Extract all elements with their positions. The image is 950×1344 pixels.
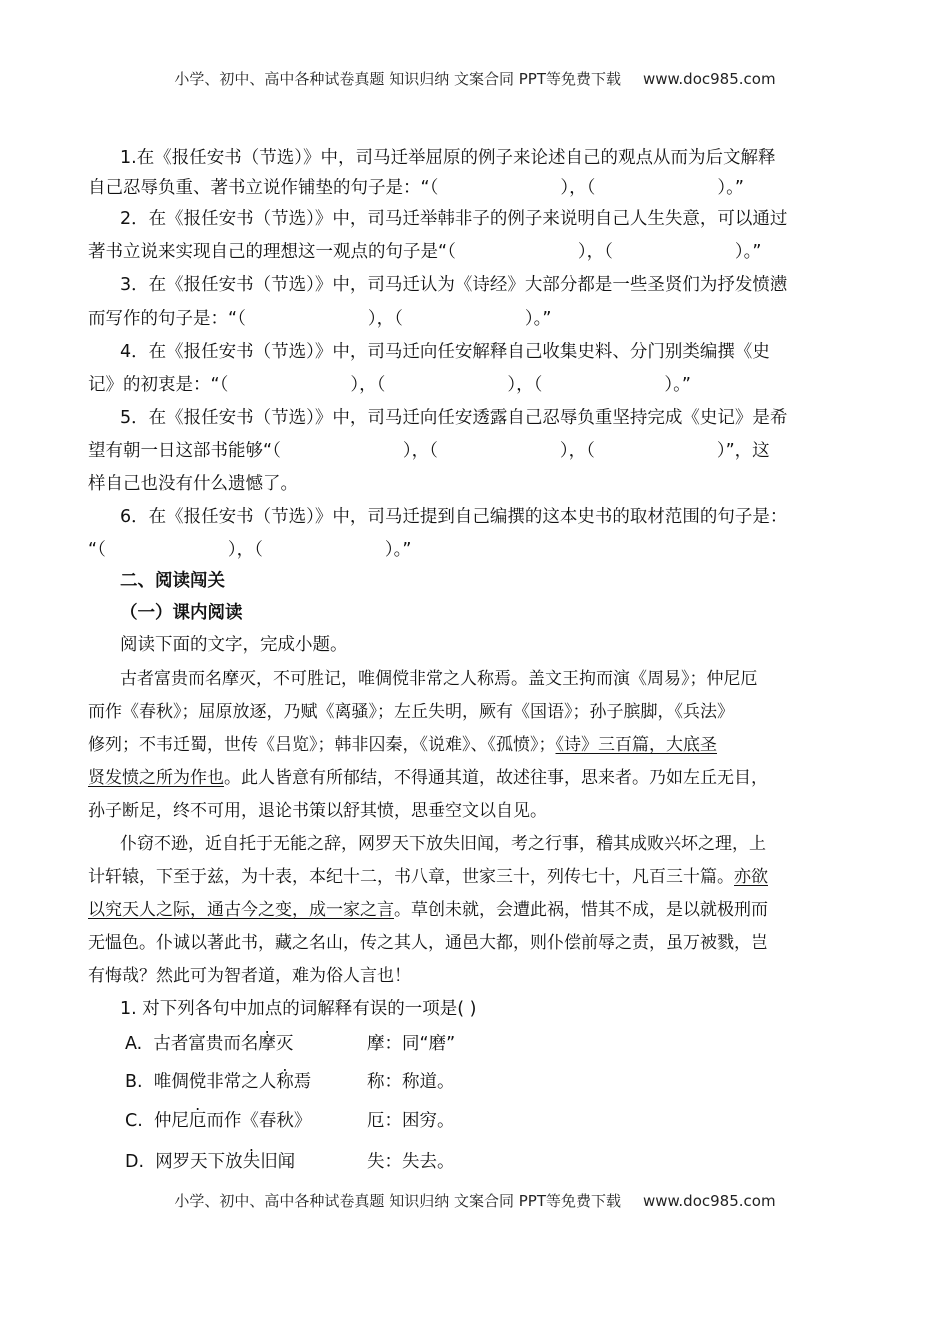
question-1-stem: 1. 对下列各句中加点的词解释有误的一项是( ) [120, 999, 477, 1019]
dotted-char: 摩 [258, 1034, 276, 1054]
q3-line1: 3．在《报任安书（节选）》中，司马迁认为《诗经》大部分都是一些圣贤们为抒发愤懑 [120, 275, 788, 295]
passage-p2-line1: 仆窃不逊，近自托于无能之辞，网罗天下放失旧闻，考之行事，稽其成败兴坏之理，上 [120, 834, 766, 854]
q4-line1: 4．在《报任安书（节选）》中，司马迁向任安解释自己收集史料、分门别类编撰《史 [120, 342, 770, 362]
option-d: D. 网罗天下放失旧闻 [125, 1147, 295, 1177]
passage-p1-line2: 而作《春秋》；屈原放逐，乃赋《离骚》；左丘失明，厥有《国语》；孙子膑脚，《兵法》 [88, 702, 734, 722]
page-footer [0, 1190, 950, 1211]
dotted-char: 失 [242, 1152, 261, 1172]
option-b-gloss: 称：称道。 [367, 1072, 455, 1092]
footer-text: 小学、初中、高中各种试卷真题 知识归纳 文案合同 PPT等免费下载 [174, 1192, 621, 1210]
q6-line2: “（ ），（ ）。” [88, 540, 412, 560]
q2-line1: 2．在《报任安书（节选）》中，司马迁举韩非子的例子来说明自己人生失意，可以通过 [120, 209, 788, 229]
underlined-sentence-1a: 《诗》三百篇，大底圣 [555, 735, 717, 755]
dotted-char: 厄 [188, 1111, 207, 1131]
q2-line2: 著书立说来实现自己的理想这一观点的句子是“（ ），（ ）。” [88, 242, 762, 262]
underlined-sentence-1b: 贤发愤之所为作也 [88, 768, 224, 788]
passage-p2-line5: 有悔哉？然此可为智者道，难为俗人言也！ [88, 966, 411, 986]
underlined-sentence-2a: 亦欲 [734, 867, 768, 887]
section-title: 二、阅读闯关 [120, 571, 225, 591]
page-header [0, 68, 950, 89]
passage-p1-line5: 孙子断足，终不可用，退论书策以舒其愤，思垂空文以自见。 [88, 801, 547, 821]
q4-line2: 记》的初衷是：“（ ），（ ），（ ）。” [88, 375, 691, 395]
q3-line2: 而写作的句子是：“（ ），（ ）。” [88, 309, 552, 329]
header-text: 小学、初中、高中各种试卷真题 知识归纳 文案合同 PPT等免费下载 [174, 70, 621, 88]
passage-p2-line4: 无愠色。仆诚以著此书，藏之名山，传之其人，通邑大都，则仆偿前辱之责，虽万被戮，岂 [88, 933, 768, 953]
q6-line1: 6．在《报任安书（节选）》中，司马迁提到自己编撰的这本史书的取材范围的句子是： [120, 507, 788, 527]
q1-line1: 1.在《报任安书（节选）》中，司马迁举屈原的例子来论述自己的观点从而为后文解释 [120, 148, 776, 168]
underlined-sentence-2b: 以究天人之际，通古今之变，成一家之言 [88, 900, 394, 920]
dotted-char: 称 [276, 1072, 294, 1092]
header-site: www.doc985.com [642, 70, 776, 88]
footer-site: www.doc985.com [642, 1192, 776, 1210]
section-subtitle: （一）课内阅读 [120, 603, 243, 623]
option-c: C. 仲尼厄而作《春秋》 [125, 1106, 311, 1136]
passage-p1-line1: 古者富贵而名摩灭，不可胜记，唯倜傥非常之人称焉。盖文王拘而演《周易》；仲尼厄 [120, 669, 758, 689]
passage-p1-line3: 修列；不韦迁蜀，世传《吕览》；韩非囚秦，《说难》、《孤愤》；《诗》三百篇，大底圣 [88, 735, 717, 755]
section-intro: 阅读下面的文字，完成小题。 [120, 635, 348, 655]
q1-line2: 自己忍辱负重、著书立说作铺垫的句子是：“（ ），（ ）。” [88, 178, 744, 198]
passage-p2-line2: 计轩辕，下至于兹，为十表，本纪十二，书八章，世家三十，列传七十，凡百三十篇。亦欲 [88, 867, 768, 887]
option-b: B. 唯倜傥非常之人称焉 [125, 1067, 311, 1097]
option-a: A. 古者富贵而名摩灭 [125, 1029, 293, 1059]
option-c-gloss: 厄：困穷。 [367, 1111, 455, 1131]
q5-line2: 望有朝一日这部书能够“（ ），（ ），（ ）”，这 [88, 441, 770, 461]
passage-p2-line3: 以究天人之际，通古今之变，成一家之言。草创未就，会遭此祸，惜其不成，是以就极刑而 [88, 900, 768, 920]
q5-line3: 样自己也没有什么遗憾了。 [88, 474, 298, 494]
option-d-gloss: 失：失去。 [367, 1152, 455, 1172]
passage-p1-line4: 贤发愤之所为作也。此人皆意有所郁结，不得通其道，故述往事，思来者。乃如左丘无目， [88, 768, 768, 788]
option-a-gloss: 摩：同“磨” [367, 1034, 456, 1054]
q5-line1: 5．在《报任安书（节选）》中，司马迁向任安透露自己忍辱负重坚持完成《史记》是希 [120, 408, 788, 428]
